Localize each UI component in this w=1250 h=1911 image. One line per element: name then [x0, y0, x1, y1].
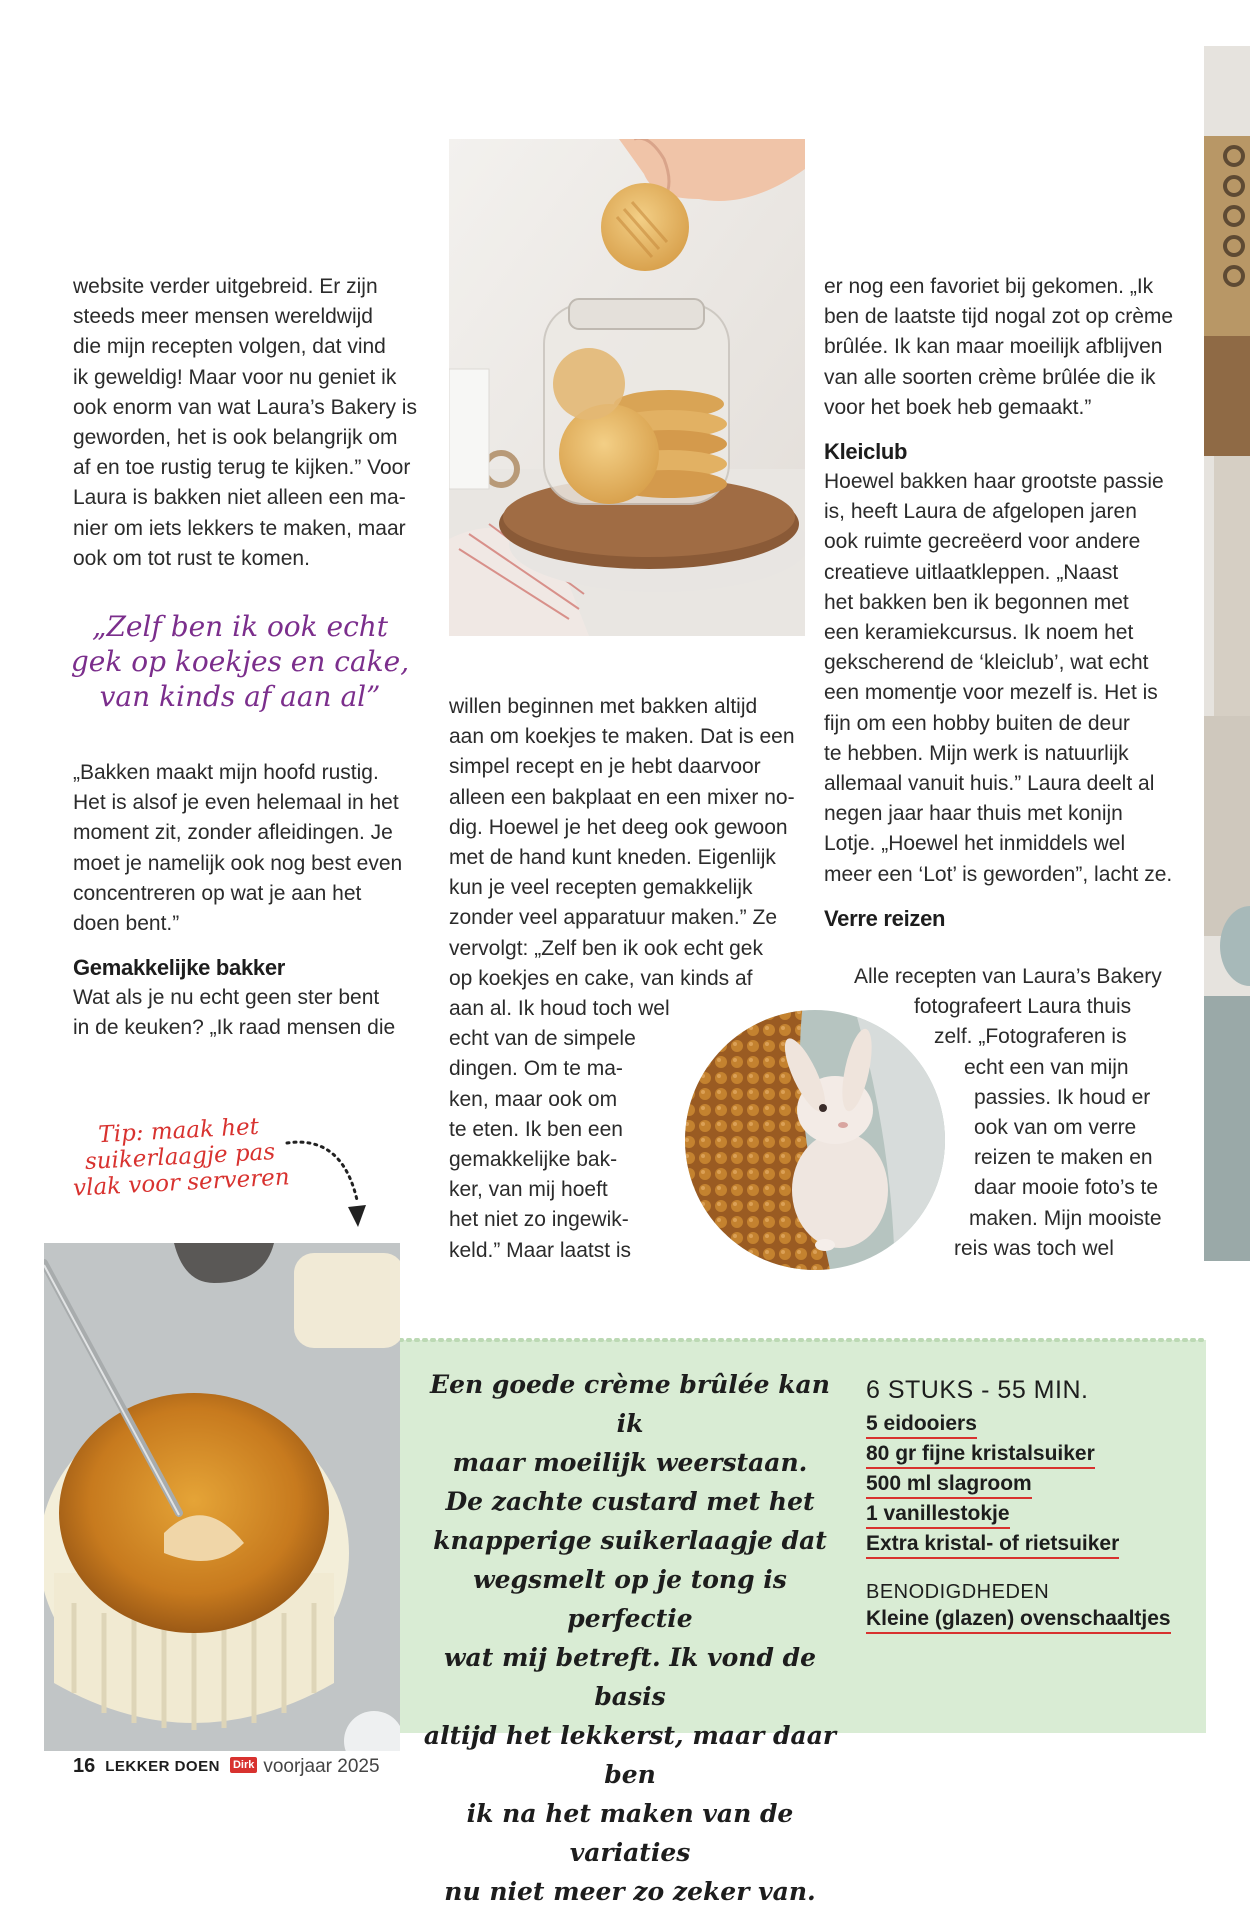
dirk-logo-text: Dirk — [232, 1758, 255, 1771]
ingredient-item — [866, 1469, 1206, 1499]
text-line: zelf. „Fotograferen is — [934, 1025, 1127, 1049]
column-1 — [73, 272, 433, 574]
column-1-b — [73, 758, 433, 1044]
text-line: te hebben. Mijn werk is natuurlijk — [824, 741, 1129, 765]
body-text-col1-b — [73, 758, 433, 939]
text-line: dingen. Om te ma- — [449, 1057, 623, 1081]
text-line: gemakkelijke bak- — [449, 1148, 618, 1172]
text-line: nier om iets lekkers te maken, maar — [73, 516, 406, 540]
text-line: echt van de simpele — [449, 1027, 636, 1051]
subhead-verre-reizen: Verre reizen — [824, 905, 946, 931]
tools-list — [866, 1604, 1206, 1634]
text-line: op koekjes en cake, van kinds af — [449, 966, 753, 990]
text-line: ik geweldig! Maar voor nu geniet ik — [73, 365, 397, 389]
text-line: reizen te maken en — [974, 1146, 1153, 1170]
ingredient-list — [866, 1409, 1206, 1559]
yield-time: 6 STUKS - 55 MIN. — [866, 1376, 1089, 1404]
text-line: voor het boek heb gemaakt.” — [824, 395, 1092, 419]
text-line: geworden, het is ook belangrijk om — [73, 426, 398, 450]
text-line: aan al. Ik houd toch wel — [449, 997, 670, 1021]
text-line: het niet zo ingewik- — [449, 1208, 629, 1232]
tip-line: Tip: maak het — [97, 1113, 260, 1149]
text-line: allemaal vanuit huis.” Laura deelt al — [824, 772, 1155, 796]
tools-heading: BENODIGDHEDEN — [866, 1581, 1050, 1603]
text-line: passies. Ik houd er — [974, 1085, 1151, 1109]
quote-line: „Zelf ben ik ook echt — [91, 610, 389, 643]
text-line: echt een van mijn — [964, 1055, 1129, 1079]
intro-line: ik na het maken van de variaties — [466, 1799, 794, 1867]
ingredient-text: Extra kristal- of rietsuiker — [866, 1531, 1119, 1559]
text-line: dig. Hoewel je het deeg ook gewoon — [449, 815, 788, 839]
text-line: daar mooie foto’s te — [974, 1176, 1159, 1200]
text-line: „Bakken maakt mijn hoofd rustig. — [73, 761, 379, 784]
text-line: met de hand kunt kneden. Eigenlijk — [449, 846, 776, 870]
text-line: fotografeert Laura thuis — [914, 995, 1132, 1019]
intro-line: wegsmelt op je tong is perfectie — [473, 1565, 787, 1633]
text-line: maken. Mijn mooiste — [969, 1206, 1162, 1230]
text-line: Wat als je nu echt geen ster bent — [73, 986, 380, 1010]
intro-line: altijd het lekkerst, maar daar ben — [423, 1721, 837, 1789]
text-line: vervolgt: „Zelf ben ik ook echt gek — [449, 936, 763, 960]
body-text-col2 — [449, 692, 819, 1266]
text-line: Alle recepten van Laura’s Bakery — [854, 965, 1162, 988]
magazine-name: LEKKER DOEN — [105, 1758, 220, 1775]
text-line: er nog een favoriet bij gekomen. „Ik — [824, 275, 1154, 298]
text-line: Lotje. „Hoewel het inmiddels wel — [824, 832, 1126, 856]
text-line: ook enorm van wat Laura’s Bakery is — [73, 395, 417, 419]
ingredients-block — [866, 1376, 1206, 1634]
ingredient-item — [866, 1499, 1206, 1529]
text-line: te eten. Ik ben een — [449, 1117, 623, 1141]
ingredient-text: 500 ml slagroom — [866, 1471, 1032, 1499]
dirk-logo — [230, 1757, 257, 1773]
ingredient-text: 80 gr fijne kristalsuiker — [866, 1441, 1095, 1469]
ingredient-item — [866, 1439, 1206, 1469]
text-line: Laura is bakken niet alleen een ma- — [73, 486, 406, 510]
recipe-intro — [420, 1365, 840, 1911]
intro-line: knapperige suikerlaagje dat — [433, 1526, 827, 1555]
quote-line: gek op koekjes en cake, — [70, 645, 410, 678]
intro-line: wat mij betreft. Ik vond de basis — [443, 1643, 817, 1711]
ingredient-text: Kleine (glazen) ovenschaaltjes — [866, 1606, 1171, 1634]
ingredient-item — [866, 1409, 1206, 1439]
text-line: ken, maar ook om — [449, 1087, 618, 1111]
text-line: willen beginnen met bakken altijd — [449, 695, 758, 718]
intro-line: De zachte custard met het — [445, 1487, 815, 1516]
text-line: moment zit, zonder afleidingen. Je — [73, 821, 393, 845]
intro-line: maar moeilijk weerstaan. — [452, 1448, 808, 1477]
column-3-c — [824, 962, 1194, 1264]
intro-line: Een goede crème brûlée kan ik — [430, 1370, 830, 1438]
text-line: Het is alsof je even helemaal in het — [73, 791, 399, 815]
page-footer — [73, 1755, 380, 1778]
text-line: fijn om een hobby buiten de deur — [824, 711, 1130, 735]
text-line: een momentje voor mezelf is. Het is — [824, 681, 1158, 705]
text-line: gekscherend de ‘kleiclub’, wat echt — [824, 651, 1149, 675]
tip-line: suikerlaagje pas — [84, 1139, 276, 1175]
text-line: af en toe rustig terug te kijken.” Voor — [73, 456, 411, 480]
tip-note — [68, 1112, 292, 1201]
text-line: ook van om verre — [974, 1116, 1137, 1140]
cookie-jar-photo — [449, 139, 805, 636]
text-line: Hoewel bakken haar grootste passie — [824, 470, 1164, 494]
ingredient-item — [866, 1529, 1206, 1559]
ingredient-text: 1 vanillestokje — [866, 1501, 1010, 1529]
text-line: creatieve uitlaatkleppen. „Naast — [824, 560, 1119, 584]
body-text-col1-c — [73, 983, 433, 1043]
tip-line: vlak voor serveren — [72, 1164, 291, 1202]
text-line: ben de laatste tijd nogal zot op crème — [824, 305, 1174, 329]
quote-line: van kinds af aan al” — [99, 680, 381, 713]
body-text-col3-b — [824, 467, 1194, 890]
text-line: ook om tot rust te komen. — [73, 546, 310, 570]
right-edge-photo — [1204, 46, 1250, 1261]
text-line: die mijn recepten volgen, dat vind — [73, 335, 386, 359]
text-line: doen bent.” — [73, 912, 180, 936]
text-line: keld.” Maar laatst is — [449, 1238, 632, 1262]
text-line: reis was toch wel — [954, 1236, 1114, 1260]
panel-dotted-border — [400, 1335, 1206, 1345]
ingredient-text: 5 eidooiers — [866, 1411, 977, 1439]
text-line: meer een ‘Lot’ is geworden”, lacht ze. — [824, 862, 1173, 886]
tip-arrow-icon — [282, 1135, 372, 1235]
text-line: kun je veel recepten gemakkelijk — [449, 876, 753, 900]
text-line: een keramiekcursus. Ik noem het — [824, 621, 1134, 645]
text-line: is, heeft Laura de afgelopen jaren — [824, 500, 1137, 524]
issue-label: voorjaar 2025 — [263, 1755, 380, 1777]
body-text-col1-a — [73, 272, 433, 574]
column-3 — [824, 272, 1194, 934]
ingredient-item — [866, 1604, 1206, 1634]
text-line: moet je namelijk ook nog best even — [73, 851, 403, 875]
column-2 — [449, 692, 819, 1266]
pull-quote — [70, 609, 410, 714]
text-line: steeds meer mensen wereldwijd — [73, 305, 373, 329]
page-number: 16 — [73, 1755, 96, 1777]
body-text-col3-c — [824, 962, 1194, 1264]
intro-line: nu niet meer zo zeker van. — [444, 1877, 816, 1906]
text-line: alleen een bakplaat en een mixer no- — [449, 785, 795, 809]
body-text-col3-a — [824, 272, 1194, 423]
text-line: het bakken ben ik begonnen met — [824, 590, 1129, 614]
subhead-gemakkelijke-bakker: Gemakkelijke bakker — [73, 955, 286, 981]
text-line: ook ruimte gecreëerd voor andere — [824, 530, 1141, 554]
subhead-kleiclub: Kleiclub — [824, 439, 908, 465]
text-line: zonder veel apparatuur maken.” Ze — [449, 906, 778, 930]
text-line: van alle soorten crème brûlée die ik — [824, 365, 1156, 389]
creme-brulee-photo — [44, 1243, 400, 1751]
text-line: website verder uitgebreid. Er zijn — [73, 275, 378, 298]
text-line: in de keuken? „Ik raad mensen die — [73, 1016, 396, 1040]
text-line: ker, van mij hoeft — [449, 1178, 608, 1202]
text-line: concentreren op wat je aan het — [73, 881, 362, 905]
text-line: simpel recept en je hebt daarvoor — [449, 755, 761, 779]
text-line: negen jaar haar thuis met konijn — [824, 802, 1123, 826]
text-line: aan om koekjes te maken. Dat is een — [449, 725, 795, 749]
text-line: brûlée. Ik kan maar moeilijk afblijven — [824, 335, 1163, 359]
